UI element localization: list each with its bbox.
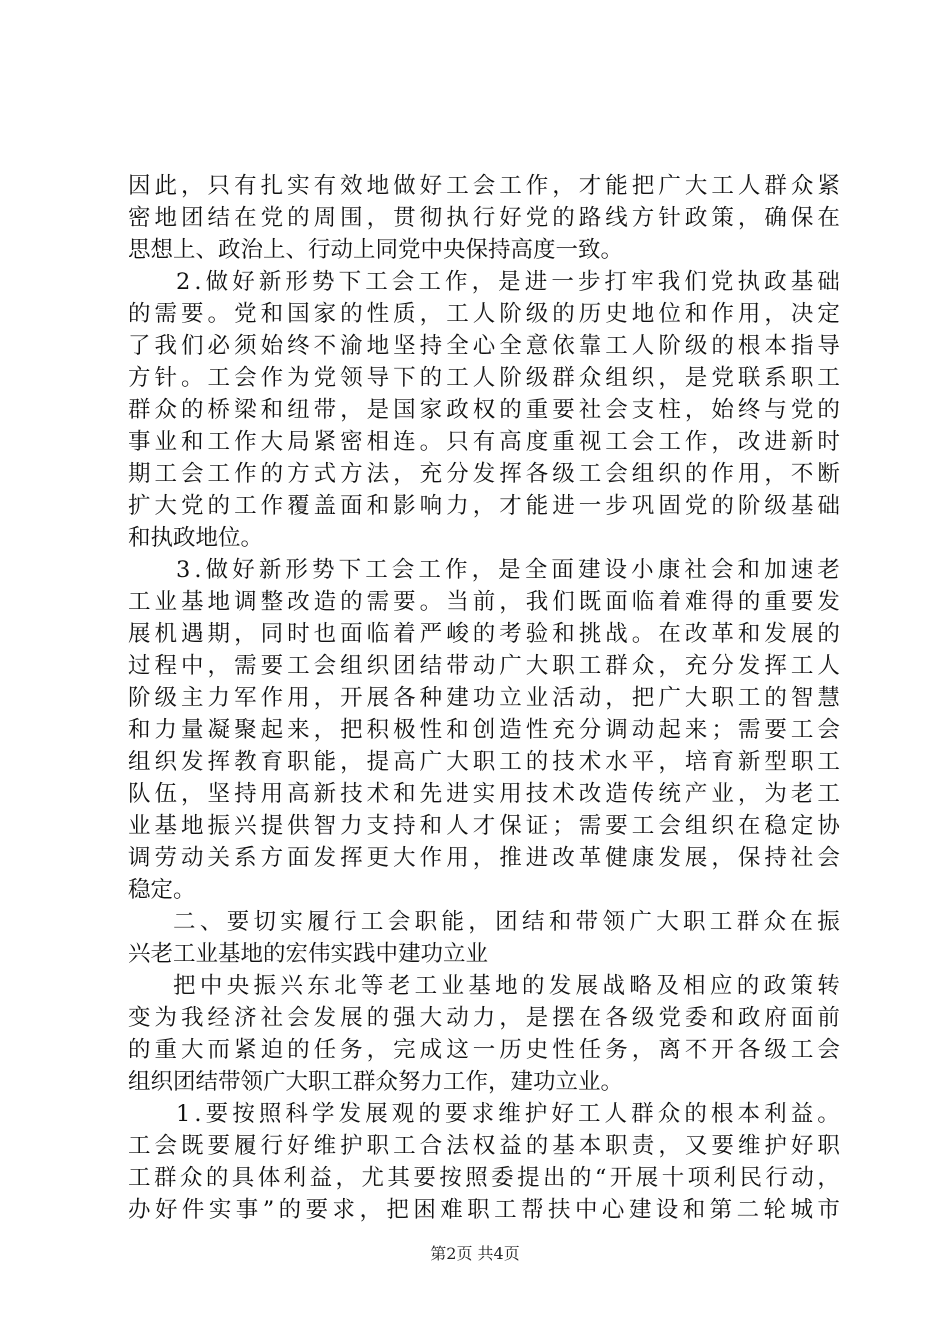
text-line: 业 基 地 振 兴 提 供 智 力 支 持 和 人 才 保 证 ； 需 要 工 会 组 织 在 稳 定 协: [128, 813, 840, 839]
text-line: 组织团结带领广大职工群众努力工作，建功立业。: [128, 1069, 624, 1095]
text-line: 展 机 遇 期 ， 同 时 也 面 临 着 严 峻 的 考 验 和 挑 战 。 在 改 革 和 发 展 的: [128, 621, 840, 647]
text-line: 密 地 团 结 在 党 的 周 围 ， 贯 彻 执 行 好 党 的 路 线 方 针 政 策 ， 确 保 在: [128, 205, 840, 231]
text-line: 2 . 做 好 新 形 势 下 工 会 工 作 ， 是 进 一 步 打 牢 我 们 党 执 政 基 础: [176, 269, 840, 295]
text-line: 工 群 众 的 具 体 利 益 ， 尤 其 要 按 照 委 提 出 的 “ 开 展 十 项 利 民 行 动 ，: [128, 1165, 840, 1191]
text-line: 过 程 中 ， 需 要 工 会 组 织 团 结 带 动 广 大 职 工 群 众 ， 充 分 发 挥 工 人: [128, 653, 840, 679]
text-line: 因 此 ， 只 有 扎 实 有 效 地 做 好 工 会 工 作 ， 才 能 把 广 大 工 人 群 众 紧: [128, 173, 840, 199]
text-line: 工 业 基 地 调 整 改 造 的 需 要 。 当 前 ， 我 们 既 面 临 着 难 得 的 重 要 发: [128, 589, 840, 615]
document-body: [128, 170, 840, 1226]
text-line: 二 、 要 切 实 履 行 工 会 职 能 ， 团 结 和 带 领 广 大 职 工 群 众 在 振: [173, 909, 840, 935]
text-line: 组 织 发 挥 教 育 职 能 ， 提 高 广 大 职 工 的 技 术 水 平 ， 培 育 新 型 职 工: [128, 749, 840, 775]
page-footer: 第2页 共4页: [430, 1244, 520, 1263]
text-line: 和执政地位。: [128, 525, 264, 551]
text-line: 扩 大 党 的 工 作 覆 盖 面 和 影 响 力 ， 才 能 进 一 步 巩 固 党 的 阶 级 基 础: [128, 493, 840, 519]
text-line: 群 众 的 桥 梁 和 纽 带 ， 是 国 家 政 权 的 重 要 社 会 支 柱 ， 始 终 与 党 的: [128, 397, 840, 423]
text-line: 工 会 既 要 履 行 好 维 护 职 工 合 法 权 益 的 基 本 职 责 ， 又 要 维 护 好 职: [128, 1133, 840, 1159]
text-line: 兴老工业基地的宏伟实践中建功立业: [128, 941, 489, 967]
text-line: 的 重 大 而 紧 迫 的 任 务 ， 完 成 这 一 历 史 性 任 务 ， 离 不 开 各 级 工 会: [128, 1037, 840, 1063]
text-line: 3 . 做 好 新 形 势 下 工 会 工 作 ， 是 全 面 建 设 小 康 社 会 和 加 速 老: [176, 557, 840, 583]
text-line: 和 力 量 凝 聚 起 来 ， 把 积 极 性 和 创 造 性 充 分 调 动 起 来 ； 需 要 工 会: [128, 717, 840, 743]
text-line: 思想上、政治上、行动上同党中央保持高度一致。: [128, 237, 624, 263]
text-line: 事 业 和 工 作 大 局 紧 密 相 连 。 只 有 高 度 重 视 工 会 工 作 ， 改 进 新 时: [128, 429, 840, 455]
text-line: 调 劳 动 关 系 方 面 发 挥 更 大 作 用 ， 推 进 改 革 健 康 发 展 ， 保 持 社 会: [128, 845, 840, 871]
text-line: 方 针 。 工 会 作 为 党 领 导 下 的 工 人 阶 级 群 众 组 织 ， 是 党 联 系 职 工: [128, 365, 840, 391]
text-line: 阶 级 主 力 军 作 用 ， 开 展 各 种 建 功 立 业 活 动 ， 把 广 大 职 工 的 智 慧: [128, 685, 840, 711]
text-line: 的 需 要 。 党 和 国 家 的 性 质 ， 工 人 阶 级 的 历 史 地 位 和 作 用 ， 决 定: [128, 301, 840, 327]
text-line: 稳定。: [128, 877, 196, 903]
text-line: 了 我 们 必 须 始 终 不 渝 地 坚 持 全 心 全 意 依 靠 工 人 阶 级 的 根 本 指 导: [128, 333, 840, 359]
text-line: 办 好 件 实 事 ” 的 要 求 ， 把 困 难 职 工 帮 扶 中 心 建 设 和 第 二 轮 城 市: [128, 1197, 840, 1223]
text-line: 队 伍 ， 坚 持 用 高 新 技 术 和 先 进 实 用 技 术 改 造 传 统 产 业 ， 为 老 工: [128, 781, 840, 807]
text-line: 1 . 要 按 照 科 学 发 展 观 的 要 求 维 护 好 工 人 群 众 的 根 本 利 益 。: [176, 1101, 840, 1127]
text-line: 变 为 我 经 济 社 会 发 展 的 强 大 动 力 ， 是 摆 在 各 级 党 委 和 政 府 面 前: [128, 1005, 840, 1031]
text-line: 把 中 央 振 兴 东 北 等 老 工 业 基 地 的 发 展 战 略 及 相 应 的 政 策 转: [173, 973, 840, 999]
text-line: 期 工 会 工 作 的 方 式 方 法 ， 充 分 发 挥 各 级 工 会 组 织 的 作 用 ， 不 断: [128, 461, 840, 487]
